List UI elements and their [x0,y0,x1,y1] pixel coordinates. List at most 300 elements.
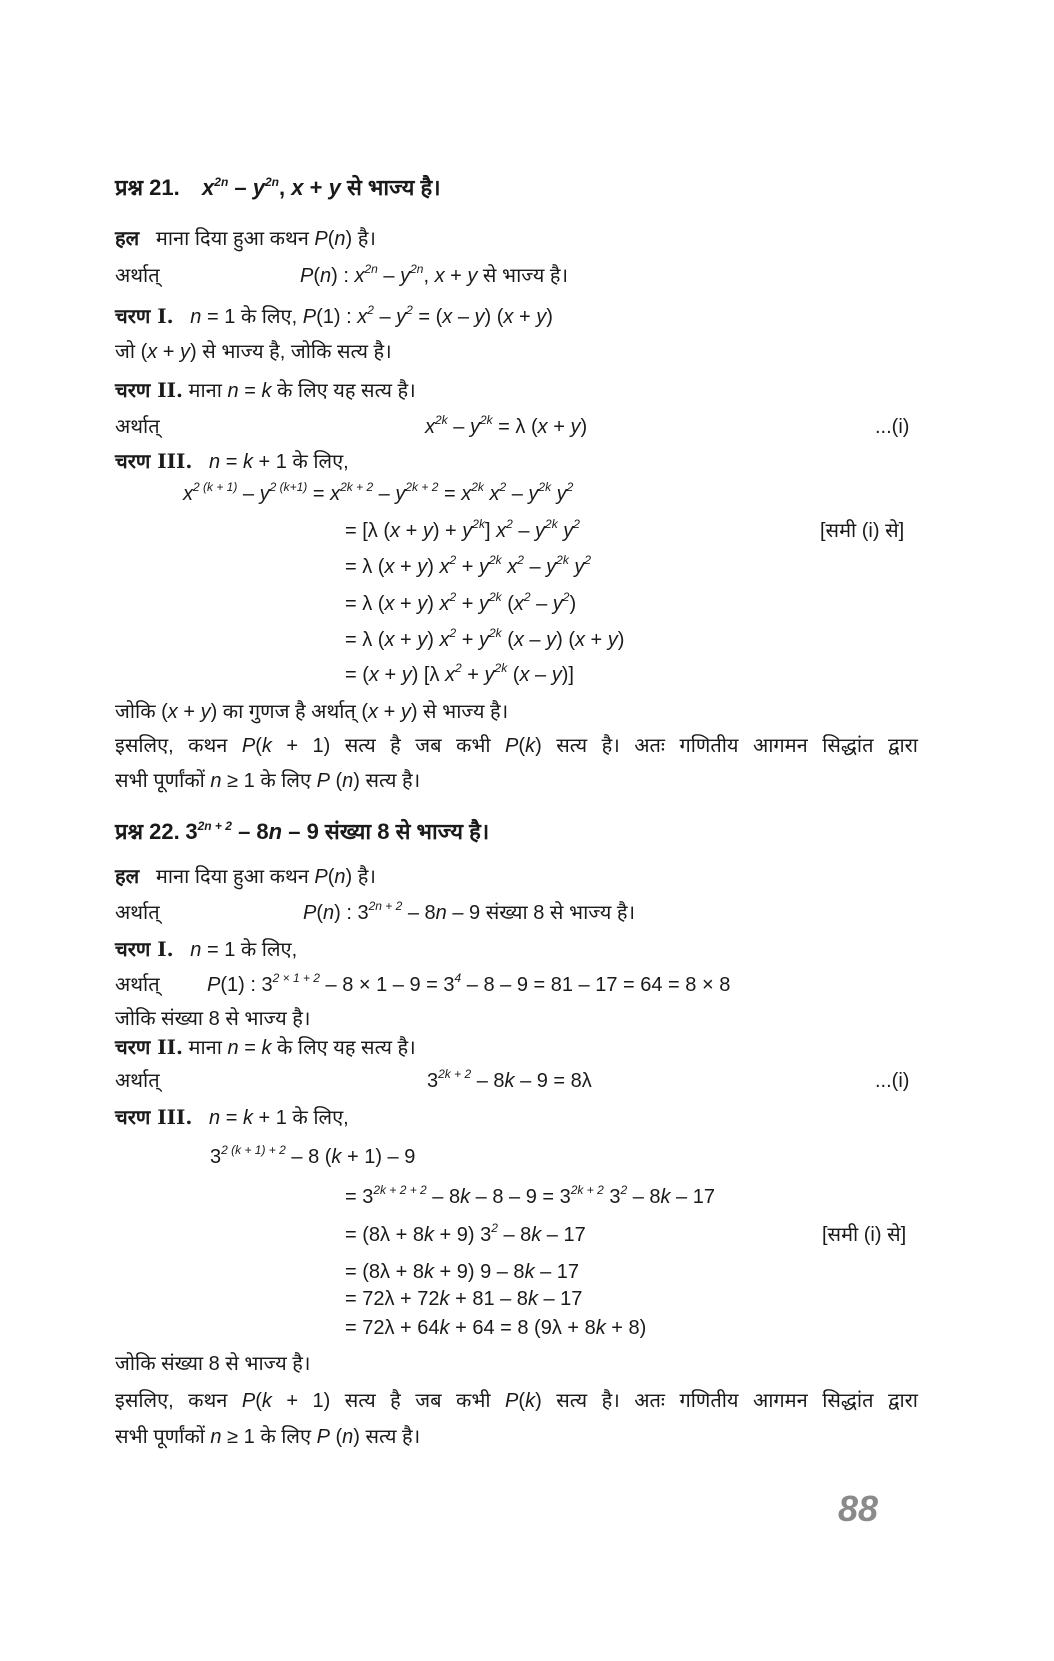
text: इसलिए, कथन [115,1390,242,1412]
math-variable: k [527,1288,538,1310]
text: – [506,483,529,505]
derivation-line [345,1260,579,1284]
superscript: 2 [406,303,413,317]
question-label: प्रश्न 22. [115,819,180,844]
step-label: चरण III. [115,1105,193,1129]
q21-arthat2-label: अर्थात् [115,416,160,438]
text: – [512,520,536,542]
text: सभी पूर्णांकों [115,1426,211,1448]
superscript: 2 [562,590,570,604]
text: = [238,380,262,402]
superscript: 2 [573,517,580,531]
math-variable: k [242,1107,253,1129]
derivation-line [345,555,591,579]
superscript: 2k [545,517,558,531]
math-variable: n [190,306,202,328]
q21-solution-intro [115,226,376,251]
text: ) [617,629,625,651]
text: + [461,664,485,686]
text: , [423,265,435,287]
q22-arthat2-label: अर्थात् [115,1070,160,1092]
math-variable: P [316,770,330,792]
q22-p1-equation [207,973,730,997]
text: – 9 संख्या 8 से भाज्य है। [282,819,490,844]
text: ( [327,866,335,888]
math-variable: x [445,664,456,686]
math-variable: P [303,902,317,924]
superscript: 2 [455,661,462,675]
superscript: 2 (k + 1) [193,480,238,494]
text: ) [λ [411,664,446,686]
step-text [190,303,553,328]
superscript: 2n [410,262,424,276]
derivation-line [345,1185,715,1209]
text: – 8 [497,1224,532,1246]
text: + [513,306,537,328]
q21-arthat-label: अर्थात् [115,265,160,287]
text: + 9) 9 – 8 [433,1261,525,1283]
q22-statement-pn [303,901,635,925]
equation-ref: [समी (i) से] [822,1224,907,1246]
superscript: 2n + 2 [368,899,403,913]
math-variable: n [210,770,222,792]
math-variable: x [461,483,472,505]
math-variable: k [524,1261,535,1283]
text: से भाज्य है। [340,175,441,200]
math-variable: x [439,629,450,651]
text: ) से भाज्य है, जोकि सत्य है। [190,341,392,363]
text: ) ( [556,629,575,651]
math-variable: y [401,664,412,686]
math-variable: y [536,306,547,328]
text: – 17 [541,1224,586,1246]
math-variable: y [574,556,585,578]
text: ) का गुणज है अर्थात् ( [210,701,369,723]
text: = 1 के लिए, [201,939,298,961]
superscript: 2k + 2 [340,480,374,494]
text: – 8 [402,902,436,924]
math-variable: y [417,593,428,615]
solution-label: हल [115,864,140,888]
text: – 8 [231,819,269,844]
equation-ref: ...(i) [875,416,910,438]
math-variable: x [434,265,445,287]
text: , [279,175,292,200]
text: + [585,629,608,651]
math-variable: y [478,593,489,615]
derivation-line [183,482,573,506]
text: ) सत्य है। अतः गणितीय आगमन सिद्धांत द्वारा [535,1390,918,1412]
step-label: चरण III. [115,449,193,473]
math-variable: x [507,556,518,578]
math-variable: x [147,341,158,363]
superscript: 2 (k + 1) + 2 [221,1143,286,1157]
math-variable: y [607,629,618,651]
question-statement [202,175,441,200]
superscript: 2 [566,480,574,494]
text: + [444,265,468,287]
math-variable: x [575,629,585,651]
text: माना दिया हुआ कथन [155,866,315,888]
solution-text [156,866,376,888]
text: + [378,701,401,723]
text: + 1) सत्य है जब कभी [271,735,506,757]
text: + 1 के लिए, [252,1107,349,1129]
text: + 81 – 8 [449,1288,528,1310]
page-number: 88 [838,1488,879,1529]
text: – 9 संख्या 8 से भाज्य है। [446,902,636,924]
math-variable: x [384,629,395,651]
derivation-line [345,519,580,543]
superscript: 2k [435,413,448,427]
text: के लिए यह सत्य है। [271,1037,416,1059]
equation-ref: [समी (i) से] [820,520,905,542]
math-variable: y [478,556,489,578]
math-variable: n [209,1107,221,1129]
superscript: 2k [538,480,552,494]
math-variable: P [314,866,328,888]
superscript: 2k + 2 [438,1067,472,1081]
math-variable: P [207,974,221,996]
math-variable: k [460,1186,471,1208]
math-variable: y [469,416,480,438]
step-label: चरण II. [115,378,183,402]
text: = [438,483,462,505]
q22-step2 [115,1035,416,1060]
math-variable: P [302,306,317,328]
math-variable: P [241,735,256,757]
superscript: 2k [479,413,493,427]
math-variable: y [546,629,557,651]
text: )] [561,664,574,686]
q21-step3 [115,449,349,474]
derivation-line [345,1287,582,1311]
conclusion [115,734,918,758]
equation-ref: ...(i) [875,1070,910,1092]
text: + [456,629,479,651]
text: ( [313,265,321,287]
math-variable: k [261,735,272,757]
q22-equation-i [427,1069,592,1093]
math-variable: y [467,265,478,287]
text: = [220,1107,243,1129]
text: – 8 – 9 = 81 – 17 = 64 = 8 × 8 [461,974,731,996]
math-variable: x [357,306,368,328]
text: ( [316,902,324,924]
math-variable: n [334,866,346,888]
math-variable: x [202,175,215,200]
math-variable: n [227,1037,239,1059]
text: + [394,556,418,578]
text: = 1 के लिए, [201,306,303,328]
text: + [394,593,418,615]
math-variable: n [190,939,202,961]
text: – [447,416,470,438]
math-variable: y [417,629,428,651]
math-variable: y [180,341,191,363]
text: जो ( [115,341,148,363]
text: ) : 3 [334,902,369,924]
math-variable: k [423,1224,434,1246]
math-variable: x [291,175,304,200]
superscript: 2 [491,1221,498,1235]
superscript: 2 [449,590,457,604]
superscript: 2k [488,553,502,567]
math-variable: x [330,483,341,505]
math-variable: y [535,520,546,542]
math-variable: y [396,306,407,328]
math-variable: P [505,1390,519,1412]
text: – [523,556,547,578]
step-text [189,1037,416,1059]
math-variable: y [528,483,539,505]
conclusion [115,700,508,724]
math-variable: y [395,483,406,505]
math-variable: y [417,556,428,578]
superscript: 2 [449,553,457,567]
superscript: 2k [556,553,569,567]
text: = [220,451,243,473]
solution-label: हल [115,226,140,250]
text: + [456,593,479,615]
superscript: 2k + 2 [570,1183,604,1197]
text: = 72λ + 64 [345,1317,440,1339]
math-variable: y [546,556,557,578]
q22-step1-note [115,1007,310,1031]
text: + [400,520,423,542]
math-variable: y [570,416,581,438]
math-variable: n [323,902,335,924]
text: ( [518,735,526,757]
math-variable: k [595,1317,606,1339]
text: + 1) सत्य है जब कभी [271,1390,506,1412]
superscript: 2 [620,1183,628,1197]
math-variable: x [384,593,395,615]
text: + [394,629,418,651]
text: = λ ( [492,416,538,438]
math-variable: x [167,701,178,723]
step-text [190,939,297,961]
superscript: 2 [523,590,531,604]
text: 3 [427,1070,439,1092]
text: ( [329,1426,343,1448]
text: के लिए यह सत्य है। [271,380,416,402]
math-variable: x [439,556,450,578]
text: = 72λ + 72 [345,1288,440,1310]
text: + [456,556,479,578]
math-variable: y [400,265,411,287]
text: – 17 [670,1186,715,1208]
superscript: 2 [367,303,374,317]
text: + [547,416,571,438]
superscript: 2n + 2 [197,819,232,833]
text: ( [255,735,262,757]
math-variable: x [390,520,401,542]
q22-step3 [115,1105,349,1130]
math-variable: k [504,1070,515,1092]
text: इसलिए, कथन [115,735,242,757]
text: = [307,483,331,505]
text: ( [518,1390,526,1412]
question-label: प्रश्न 21. [115,175,180,200]
superscript: 2 (k+1) [269,480,308,494]
superscript: 2n [265,175,280,189]
math-variable: k [525,735,536,757]
text: जोकि संख्या 8 से भाज्य है। [115,1353,311,1375]
text: = ( [412,306,443,328]
superscript: 2k [494,661,508,675]
superscript: 2k [472,517,485,531]
math-variable: n [342,1426,354,1448]
math-variable: x [425,416,435,438]
text: + [177,701,201,723]
math-variable: n [268,819,283,844]
text: – [373,306,397,328]
math-variable: y [484,664,495,686]
text: माना [188,380,228,402]
conclusion [115,1389,918,1413]
text: – [228,175,253,200]
text: (1) : [316,306,358,328]
q21-step2 [115,378,416,403]
math-variable: n [320,265,332,287]
text: ) [427,556,440,578]
text: = [λ ( [345,520,391,542]
text: जोकि संख्या 8 से भाज्य है। [115,1008,311,1030]
math-variable: y [462,520,473,542]
math-variable: x [183,483,193,505]
step-text [209,451,349,473]
conclusion [115,769,420,793]
math-variable: y [556,483,567,505]
text: – 8 × 1 – 9 = 3 [319,974,455,996]
math-variable: P [505,735,519,757]
text: = λ ( [345,593,385,615]
step-label: चरण II. [115,1035,183,1059]
math-variable: n [210,1426,222,1448]
superscript: 2k + 2 [405,480,439,494]
text: = (8λ + 8 [345,1261,424,1283]
text: माना [188,1037,228,1059]
superscript: 2k [488,590,502,604]
math-variable: n [435,902,447,924]
text: + 9) 3 [433,1224,492,1246]
text: ≥ 1 के लिए [221,770,317,792]
conclusion [115,1352,310,1376]
derivation-line [345,663,574,687]
text: ( [329,770,343,792]
text: (1) : 3 [220,974,273,996]
text: + 1) – 9 [341,1146,416,1168]
text: ) सत्य है। अतः गणितीय आगमन सिद्धांत द्वारा [535,735,918,757]
text: 3 [210,1146,222,1168]
derivation-line [345,592,576,616]
text: 3 [185,819,198,844]
math-variable: k [660,1186,671,1208]
text: ) [546,306,553,328]
text: – 9 = 8λ [514,1070,592,1092]
math-variable: x [513,629,524,651]
math-variable: k [261,1037,272,1059]
math-variable: y [328,175,341,200]
math-variable: x [496,520,507,542]
text: ( [501,629,514,651]
math-variable: k [439,1317,450,1339]
q22-arthat-p1-label: अर्थात् [115,974,160,996]
step-label: चरण I. [115,937,174,961]
text: = λ ( [345,556,385,578]
math-variable: x [519,664,530,686]
math-variable: y [478,629,489,651]
q22-arthat-label: अर्थात् [115,902,160,924]
text: – [530,593,553,615]
superscript: 4 [454,971,462,985]
step-text [189,380,416,402]
math-variable: k [331,1146,342,1168]
derivation-line [345,628,624,652]
text: ) + [432,520,463,542]
question-statement [185,819,489,844]
text: ) [427,629,440,651]
text: – 17 [537,1288,583,1310]
derivation-line [210,1145,415,1169]
math-variable: y [200,701,211,723]
math-variable: k [439,1288,450,1310]
text: सभी पूर्णांकों [115,770,211,792]
math-variable: y [252,175,265,200]
text: + [157,341,181,363]
math-variable: x [368,664,379,686]
derivation-line [345,1223,586,1247]
text: = ( [345,664,369,686]
q21-statement-pn [300,264,568,288]
math-variable: y [563,520,574,542]
text: ( [507,664,520,686]
text: ) : [331,265,355,287]
math-variable: x [368,701,379,723]
text: ) है। [345,866,376,888]
superscript: 2 [449,626,457,640]
q21-step1-note [115,340,392,364]
math-variable: x [442,306,453,328]
superscript: 2 [584,553,592,567]
q21-equation-i [425,415,587,439]
math-variable: k [261,380,272,402]
text: ( [255,1390,262,1412]
math-variable: y [422,520,433,542]
text: से भाज्य है। [477,265,569,287]
text: ) से भाज्य है। [410,701,509,723]
text: + 8) [605,1317,647,1339]
text: ( [327,228,335,250]
text: – [523,629,547,651]
math-variable: k [242,451,253,473]
math-variable: n [334,228,346,250]
text: – [377,265,401,287]
math-variable: x [354,265,365,287]
step-text [209,1107,349,1129]
q21-heading [115,176,441,201]
text: – 8 [627,1186,661,1208]
text: ) सत्य है। [353,1426,421,1448]
math-variable: n [209,451,221,473]
text: + 64 = 8 (9λ + 8 [449,1317,596,1339]
text: + [303,175,329,200]
text: – [237,483,260,505]
text: ) [427,593,440,615]
text: माना दिया हुआ कथन [155,228,315,250]
q22-solution-intro [115,864,376,889]
